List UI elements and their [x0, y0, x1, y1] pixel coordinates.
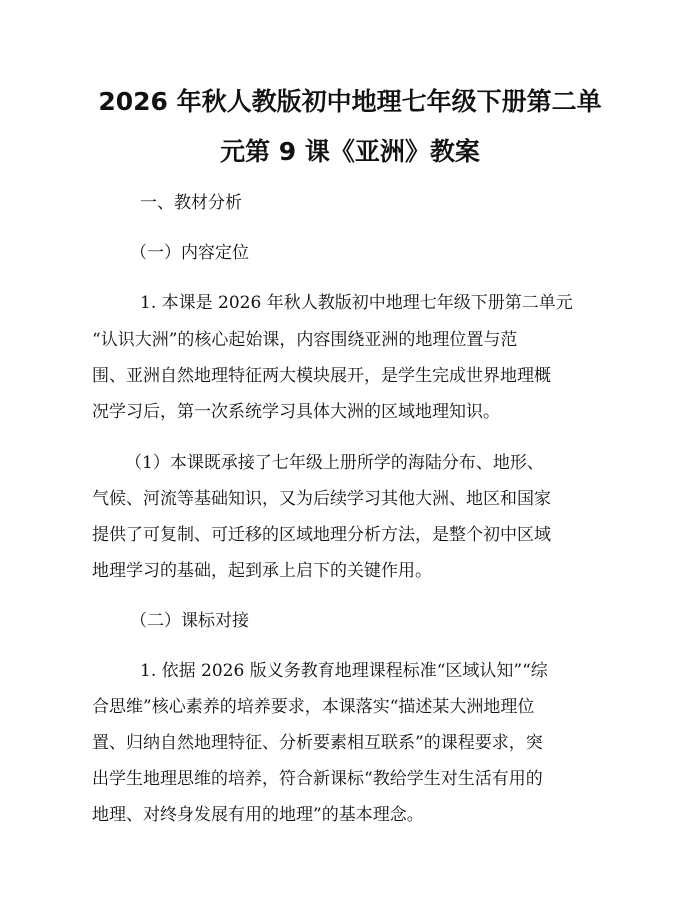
paragraph-line: （1）本课既承接了七年级上册所学的海陆分布、地形、 [125, 453, 544, 473]
paragraph-line: 况学习后，第一次系统学习具体大洲的区域地理知识。 [92, 402, 500, 422]
paragraph-line: 置、归纳自然地理特征、分析要素相互联系”的课程要求，突 [92, 733, 543, 753]
paragraph-line: 1. 依据 2026 版义务教育地理课程标准“区域认知”“综 [140, 661, 548, 681]
paragraph-line: 1. 本课是 2026 年秋人教版初中地理七年级下册第二单元 [140, 293, 573, 313]
subsection-heading-curriculum-alignment: （二）课标对接 [130, 611, 249, 631]
document-title-line-2: 元第 9 课《亚洲》教案 [220, 137, 480, 166]
paragraph-line: 合思维”核心素养的培养要求，本课落实“描述某大洲地理位 [92, 697, 535, 717]
paragraph-line: 地理学习的基础，起到承上启下的关键作用。 [92, 561, 432, 581]
paragraph-line: 地理、对终身发展有用的地理”的基本理念。 [92, 805, 424, 825]
paragraph-line: 围、亚洲自然地理特征两大模块展开，是学生完成世界地理概 [92, 366, 551, 386]
document-title-line-1: 2026 年秋人教版初中地理七年级下册第二单 [98, 87, 602, 116]
section-heading-textbook-analysis: 一、教材分析 [140, 193, 242, 213]
paragraph-line: 提供了可复制、可迁移的区域地理分析方法，是整个初中区域 [92, 525, 551, 545]
paragraph-line: “认识大洲”的核心起始课，内容围绕亚洲的地理位置与范 [92, 330, 518, 350]
paragraph-line: 气候、河流等基础知识，又为后续学习其他大洲、地区和国家 [92, 489, 551, 509]
paragraph-line: 出学生地理思维的培养，符合新课标“教给学生对生活有用的 [92, 769, 543, 789]
subsection-heading-content-positioning: （一）内容定位 [130, 243, 249, 263]
